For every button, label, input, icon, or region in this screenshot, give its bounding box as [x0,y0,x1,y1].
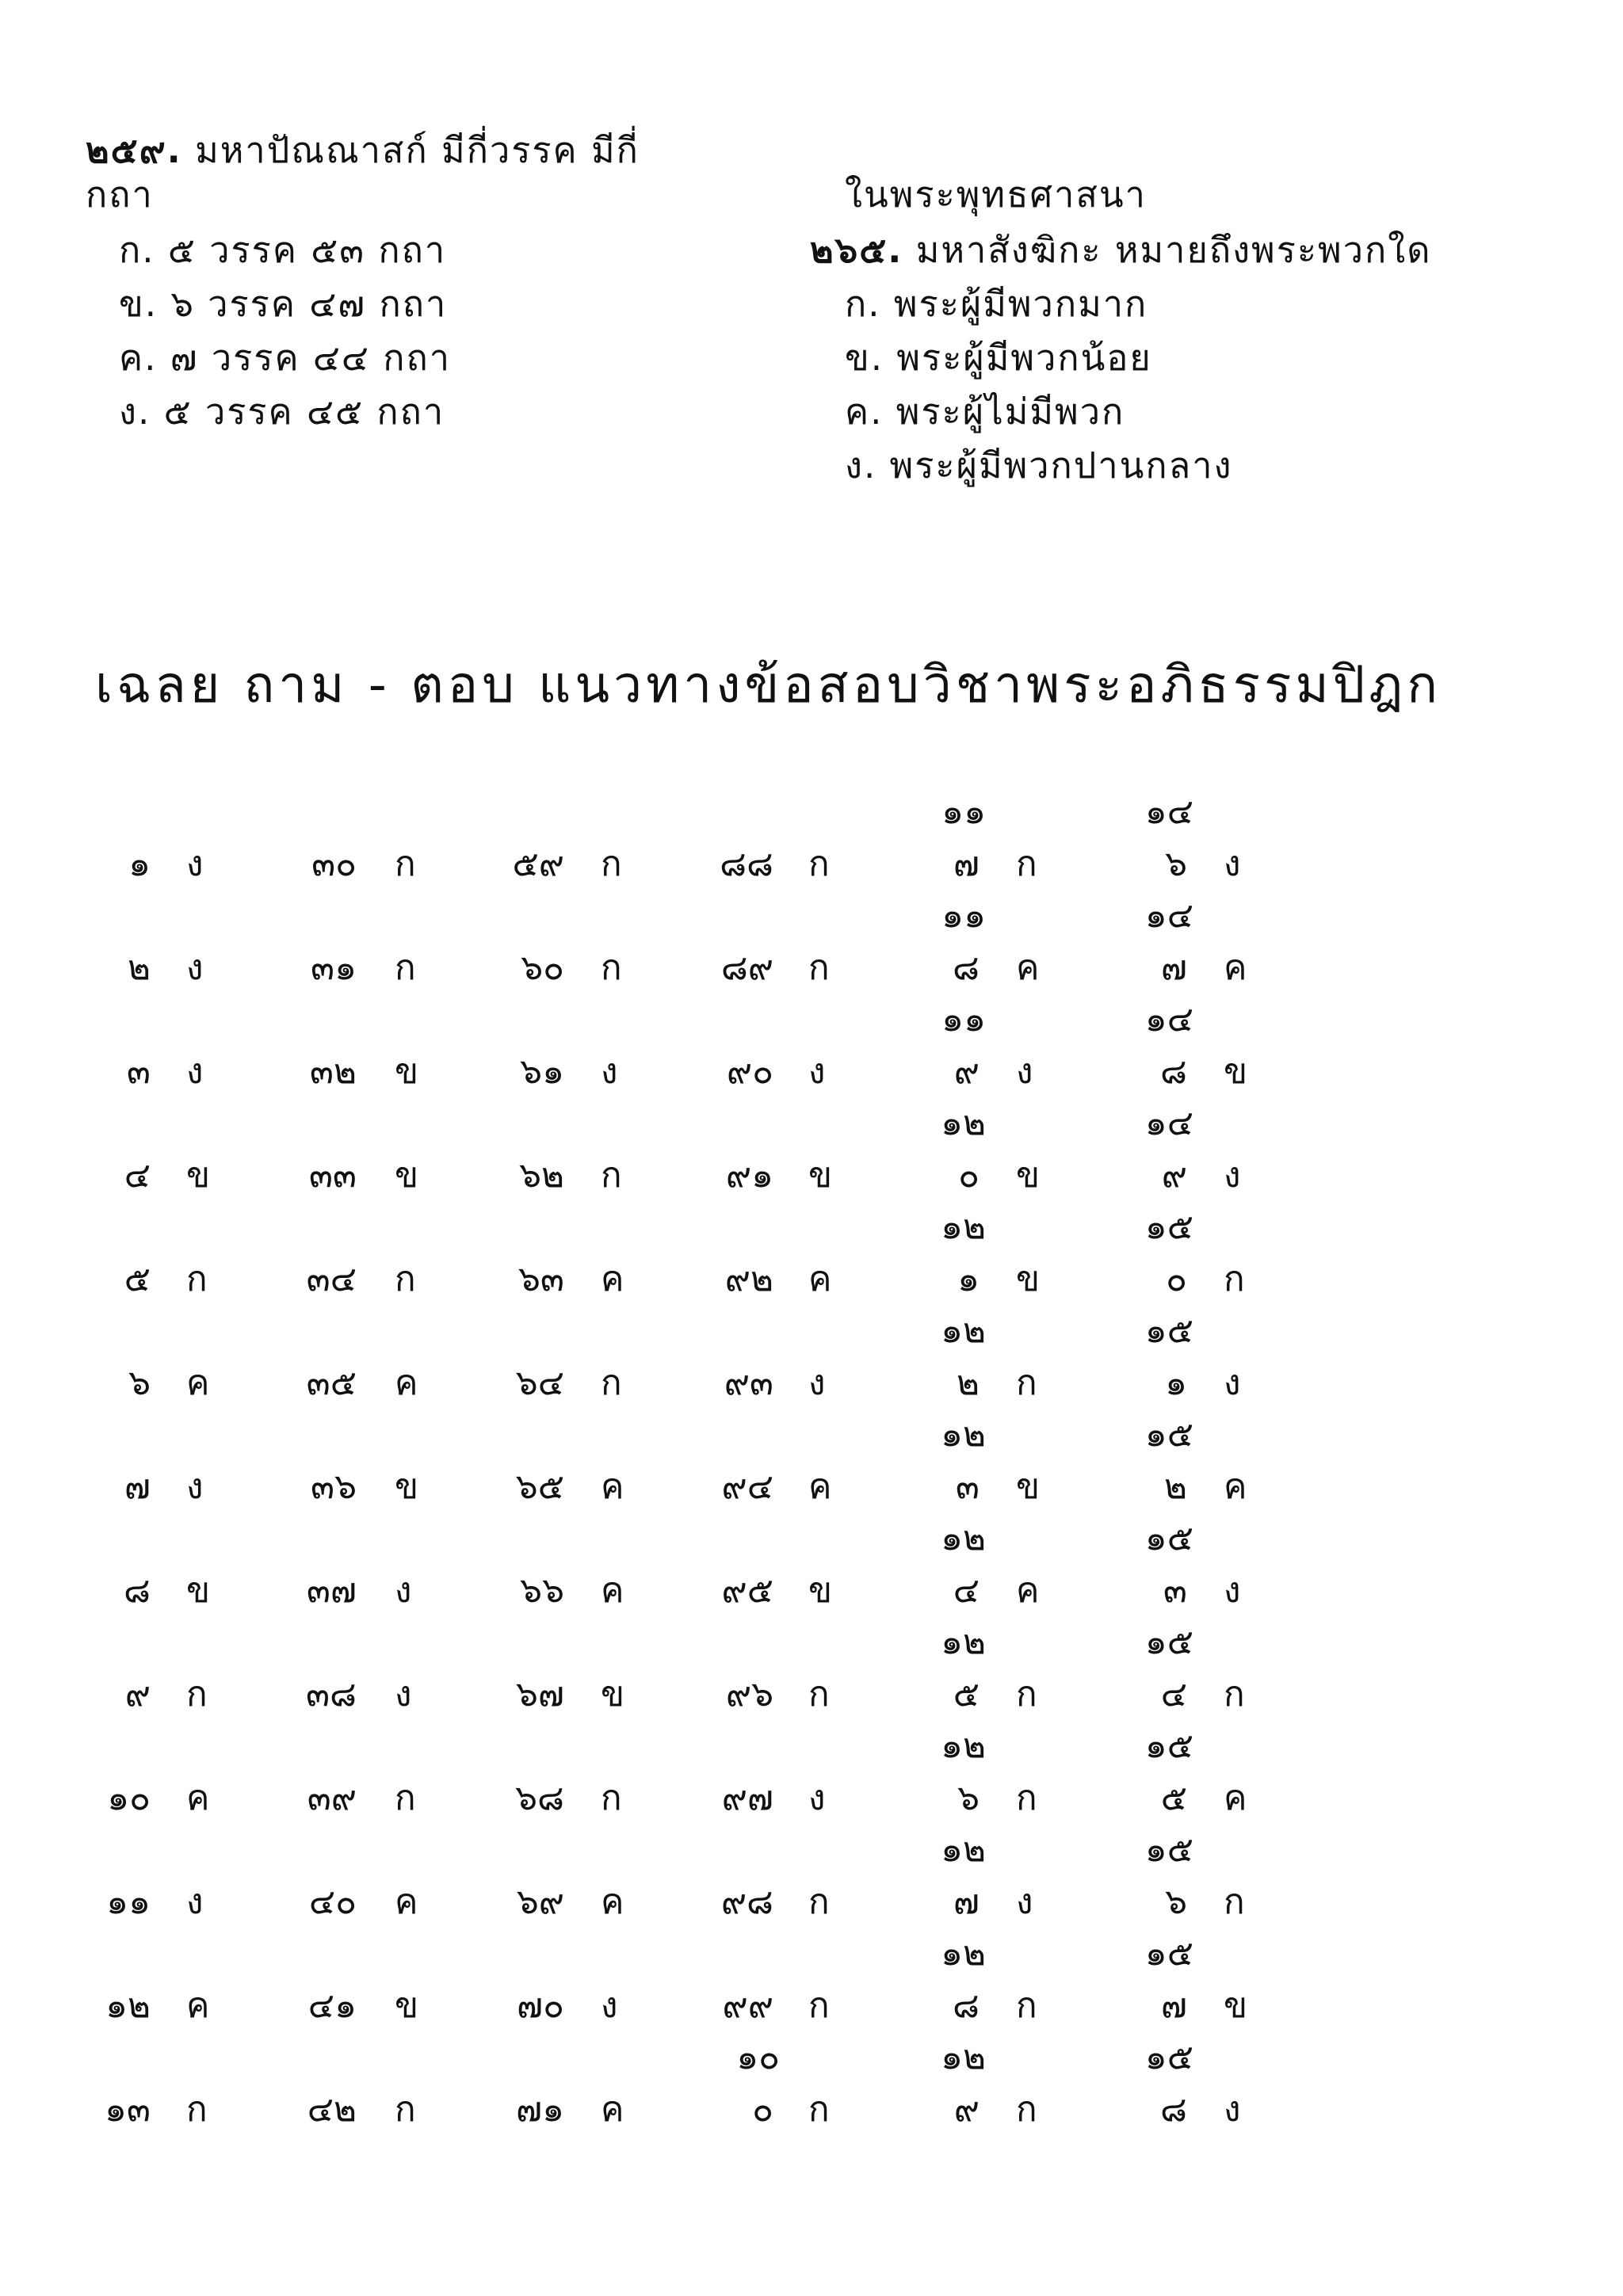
answer-choice: ก [601,844,622,884]
answer-number: ๙๓ [724,1363,773,1403]
answer-number: ๓๕ [306,1363,357,1403]
answer-number: ๙๒ [724,1259,773,1299]
answer-choice: ก [1016,2089,1037,2130]
option-c: ค. พระผู้ไม่มีพวก [845,391,1125,433]
answer-choice: ง [601,1985,618,2026]
answer-number: ๗ [953,1882,980,1922]
answer-number: ๙๐ [726,1051,773,1092]
answer-number: ๙ [1161,1155,1187,1196]
question-265 [810,223,1431,277]
answer-choice: ข [1016,1259,1041,1299]
answer-choice: ข [1016,1155,1041,1196]
answer-choice: ก [808,948,830,988]
answer-choice: ค [1016,1570,1040,1611]
answer-choice: ก [395,948,416,988]
answer-choice: ก [601,1778,622,1818]
answer-number: ๘๘ [720,844,773,884]
answer-number: ๔๐ [308,1882,357,1922]
answer-number-prefix: ๑๒ [941,1103,986,1143]
answer-choice: ข [395,1985,419,2026]
question-text: มหาสังฆิกะ หมายถึงพระพวกใด [915,229,1432,271]
answer-number: ๔ [1160,1674,1187,1714]
answer-choice: ค [808,1466,832,1507]
answer-choice: ง [186,1466,204,1507]
answer-number: ๔๑ [307,1985,357,2026]
answer-number: ๓ [1163,1570,1187,1611]
answer-number-prefix: ๑๕ [1144,1933,1193,1974]
answer-choice: ค [1224,1466,1247,1507]
option-a: ก. ๕ วรรค ๕๓ กถา [119,229,447,271]
answer-number-prefix: ๑๒ [941,1310,986,1351]
answer-number: ๕ [953,1674,980,1714]
answer-choice: ง [1224,2089,1241,2130]
answer-number: ๑๒ [105,1985,151,2026]
answer-number-prefix: ๑๐ [736,2037,780,2077]
answer-number: ๖๘ [515,1778,564,1818]
answer-choice: ค [186,1778,210,1818]
answer-number-prefix: ๑๔ [1144,791,1193,832]
answer-choice: ก [601,1363,622,1403]
answer-number: ๙๕ [721,1570,773,1611]
answer-number: ๗ [1160,1985,1187,2026]
answer-number: ๒ [127,948,151,988]
answer-number: ๘ [1160,2089,1187,2130]
answer-choice: ค [601,2089,624,2130]
answer-number: ๘ [953,1985,980,2026]
answer-number: ๙๖ [725,1674,773,1714]
answer-number-prefix: ๑๔ [1144,895,1193,936]
question-text: มหาปัณณาสก์ มีกี่วรรค มีกี่ [195,129,640,171]
answer-choice: ง [186,844,204,884]
answer-number: ๗๑ [515,2089,564,2130]
answer-choice: ก [395,2089,416,2130]
answer-number: ๙ [953,1051,980,1092]
answer-number: ๕๙ [512,844,564,884]
answer-choice: ง [395,1674,412,1714]
answer-number-prefix: ๑๕ [1144,1829,1193,1870]
answer-number-prefix: ๑๕ [1144,1207,1193,1247]
answer-choice: ก [808,844,830,884]
answer-number: ๓ [955,1466,980,1507]
answer-choice: ง [808,1363,826,1403]
answer-number: ๙ [953,2089,980,2130]
answer-number: ๗ [953,844,980,884]
answer-choice: ข [601,1674,625,1714]
answer-number: ๙๘ [720,1882,773,1922]
answer-choice: ง [186,1051,204,1092]
answer-number: ๐ [958,1155,980,1196]
answer-number-prefix: ๑๒ [941,1518,986,1558]
answer-number: ๙๗ [721,1778,773,1818]
option-d: ง. ๕ วรรค ๔๕ กถา [119,391,445,433]
answer-number: ๙๙ [722,1985,773,2026]
answer-choice: ง [1224,1155,1241,1196]
answer-number: ๓๑ [310,948,357,988]
answer-choice: ง [1016,1882,1033,1922]
answer-number: ๒ [1163,1466,1187,1507]
answer-number-prefix: ๑๕ [1144,1726,1193,1766]
answer-choice: ก [1224,1674,1245,1714]
question-number: ๒๖๕. [810,229,903,271]
answer-number: ๐ [752,2089,773,2130]
answer-number: ๘ [124,1570,151,1611]
answer-choice: ก [186,2089,208,2130]
answer-number-prefix: ๑๔ [1144,999,1193,1039]
answer-choice: ก [1224,1259,1245,1299]
answer-number: ๖๒ [519,1155,564,1196]
answer-choice: ง [601,1051,618,1092]
answer-number: ๑๓ [104,2089,151,2130]
answer-number: ๓๐ [311,844,357,884]
answer-number: ๙๑ [725,1155,773,1196]
option-b: ข. ๖ วรรค ๔๗ กถา [119,283,448,325]
answer-choice: ก [1016,844,1037,884]
answer-number: ๓๘ [305,1674,357,1714]
answer-number: ๕ [124,1259,151,1299]
answer-choice: ก [1224,1882,1245,1922]
answer-number: ๘ [1160,1051,1187,1092]
answer-number: ๙ [124,1674,151,1714]
answer-choice: ค [601,1259,624,1299]
answer-number: ๗๐ [517,1985,564,2026]
answer-choice: ก [1016,1363,1037,1403]
answer-number-prefix: ๑๒ [941,1414,986,1455]
answer-number: ๓ [126,1051,151,1092]
answer-number-prefix: ๑๕ [1144,2037,1193,2077]
answer-choice: ข [1224,1985,1248,2026]
option-c: ค. ๗ วรรค ๔๔ กถา [119,337,452,379]
answer-number-prefix: ๑๕ [1144,1310,1193,1351]
answer-number: ๓๔ [306,1259,357,1299]
question-number: ๒๕๙. [86,129,182,171]
answer-number-prefix: ๑๒ [941,1207,986,1247]
answer-number: ๗ [124,1466,151,1507]
answer-choice: ข [186,1155,211,1196]
answer-choice: ข [1224,1051,1248,1092]
answer-choice: ง [395,1570,412,1611]
answer-number-prefix: ๑๔ [1144,1103,1193,1143]
answer-number: ๗ [1160,948,1187,988]
question-259 [86,124,640,177]
answer-choice: ก [1016,1985,1037,2026]
option-d: ง. พระผู้มีพวกปานกลาง [845,444,1233,486]
answer-choice: ง [186,948,204,988]
question-259-continued: กถา [86,174,154,215]
answer-choice: ค [601,1882,624,1922]
answer-choice: ก [1016,1778,1037,1818]
answer-number: ๖ [128,1363,151,1403]
answer-number: ๕ [1160,1778,1187,1818]
answer-choice: ค [186,1363,210,1403]
answer-choice: ข [395,1466,419,1507]
answer-number-prefix: ๑๑ [941,895,986,936]
answer-choice: ข [395,1155,419,1196]
answer-choice: ง [808,1778,826,1818]
answer-choice: ง [808,1051,826,1092]
answer-number: ๘๙ [720,948,773,988]
answer-number-prefix: ๑๒ [941,1933,986,1974]
answer-number-prefix: ๑๒ [941,1726,986,1766]
answer-choice: ค [1016,948,1040,988]
answer-number: ๖๙ [516,1882,564,1922]
answer-number-prefix: ๑๕ [1144,1518,1193,1558]
answer-number: ๔ [124,1155,151,1196]
answer-choice: ค [395,1882,418,1922]
answer-choice: ข [808,1570,833,1611]
answer-choice: ง [186,1882,204,1922]
answer-number: ๔ [953,1570,980,1611]
answer-choice: ข [186,1570,211,1611]
answer-number-prefix: ๑๕ [1144,1414,1193,1455]
answer-choice: ก [186,1674,208,1714]
answer-choice: ก [808,1674,830,1714]
answer-number: ๓๙ [307,1778,357,1818]
answer-number: ๖๑ [520,1051,564,1092]
answer-number: ๖๖ [520,1570,564,1611]
answer-key-title: เฉลย ถาม - ตอบ แนวทางข้อสอบวิชาพระอภิธรรมปิฎก [95,656,1442,715]
answer-number: ๑ [957,1259,980,1299]
answer-number: ๖ [957,1778,980,1818]
answer-number-prefix: ๑๒ [941,2037,986,2077]
answer-number: ๓๒ [309,1051,357,1092]
answer-choice: ก [601,948,622,988]
answer-number-prefix: ๑๒ [941,1829,986,1870]
answer-choice: ค [808,1259,832,1299]
answer-number: ๑๑ [106,1882,151,1922]
answer-number: ๓๖ [310,1466,357,1507]
answer-number: ๖๗ [515,1674,564,1714]
answer-number: ๑ [1165,1363,1187,1403]
answer-choice: ก [395,1778,416,1818]
answer-number: ๒ [956,1363,980,1403]
answer-number: ๔๒ [307,2089,357,2130]
answer-number: ๓๗ [306,1570,357,1611]
answer-number: ๖๐ [521,948,564,988]
answer-choice: ง [1224,1570,1241,1611]
answer-choice: ก [808,1985,830,2026]
answer-choice: ค [1224,1778,1247,1818]
answer-choice: ก [808,1882,830,1922]
answer-number: ๘ [953,948,980,988]
answer-choice: ก [601,1155,622,1196]
answer-choice: ง [1016,1051,1033,1092]
answer-number: ๑ [128,844,151,884]
answer-choice: ค [601,1570,624,1611]
answer-number: ๖๔ [515,1363,564,1403]
option-a: ก. พระผู้มีพวกมาก [845,283,1148,325]
answer-number-prefix: ๑๕ [1144,1622,1193,1662]
answer-choice: ค [186,1985,210,2026]
answer-number: ๖ [1165,844,1187,884]
answer-number: ๖ [1165,1882,1187,1922]
answer-number: ๐ [1166,1259,1187,1299]
answer-choice: ก [808,2089,830,2130]
answer-choice: ก [395,844,416,884]
answer-number: ๙๔ [721,1466,773,1507]
answer-choice: ค [1224,948,1247,988]
answer-choice: ข [1016,1466,1041,1507]
answer-number-prefix: ๑๑ [941,791,986,832]
question-264-tail: ในพระพุทธศาสนา [845,174,1147,215]
answer-choice: ง [1224,844,1241,884]
answer-number: ๓๓ [308,1155,357,1196]
answer-choice: ค [601,1466,624,1507]
answer-number: ๖๕ [515,1466,564,1507]
answer-choice: ก [186,1259,208,1299]
answer-choice: ข [808,1155,833,1196]
option-b: ข. พระผู้มีพวกน้อย [845,337,1152,379]
answer-choice: ข [395,1051,419,1092]
answer-choice: ค [395,1363,418,1403]
answer-choice: ก [1016,1674,1037,1714]
answer-number-prefix: ๑๑ [941,999,986,1039]
answer-number: ๖๓ [517,1259,564,1299]
answer-number-prefix: ๑๒ [941,1622,986,1662]
answer-number: ๑๐ [107,1778,151,1818]
answer-choice: ง [1224,1363,1241,1403]
answer-choice: ก [395,1259,416,1299]
